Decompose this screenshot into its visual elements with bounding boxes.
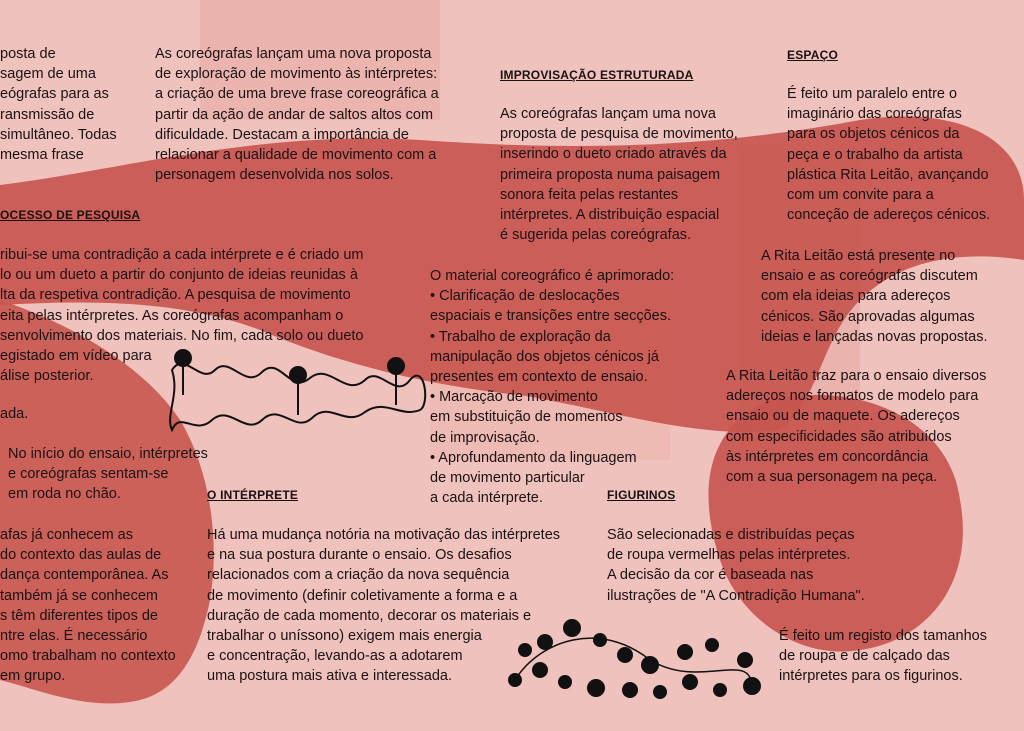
improv-text: As coreógrafas lançam uma nova proposta de pesquisa de movimento, inserindo o dueto criado através da primeira proposta numa paisagem sonora feita pelas restantes intérpretes. A distribuição espacial é sugerida pelas coreógrafas.	[500, 106, 738, 244]
col1-bottom-fragment: afas já conhecem as do contexto das aulas de dança contemporânea. As também já se conhecem s têm diferentes tipos de ntre elas. É necessário omo trabalham no contexto em grupo.	[0, 527, 176, 685]
figurinos-text: São selecionadas e distribuídas peças de roupa vermelhas pelas intérpretes. A decisão da cor é baseada nas ilustrações de "A Contradição Humana".	[607, 527, 865, 604]
material-text: O material coreográfico é aprimorado: • Clarificação de deslocações espaciais e transições entre secções. • Trabalho de exploração da manipulação dos objetos cénicos já presentes em contexto de ensaio. • Marcação de movimento em substituição de momentos de improvisação. • Aprofundamento da linguagem de movimento particular a cada intérprete.	[430, 268, 675, 507]
heading-espaco: ESPAÇO	[787, 48, 838, 62]
processo-text: ribui-se uma contradição a cada intérprete e é criado um lo ou um dueto a partir do conjunto de ideias reunidas à lta da respetiva contradição. A pesquisa de movimento eita pelas intérpretes. As coreógrafas acompanham o senvolvimento dos materiais. No fim, cada solo ou dueto egistado em vídeo para álise posterior.	[0, 247, 364, 385]
espaco-text: É feito um paralelo entre o imaginário das coreógrafas para os objetos cénicos da peça e o trabalho da artista plástica Rita Leitão, avançando com um convite para a conceção de adereços cénicos.	[787, 86, 991, 224]
roda-text: No início do ensaio, intérpretes e coreógrafas sentam-se em roda no chão.	[8, 446, 208, 503]
heading-o-interprete: O INTÉRPRETE	[207, 488, 299, 502]
col2-top-text: As coreógrafas lançam uma nova proposta de exploração de movimento às intérpretes: a criação de uma breve frase coreográfica a partir da ação de andar de saltos altos com dificuldade. Destacam a importância de relacionar a qualidade de movimento com a personagem desenvolvida nos solos.	[155, 46, 439, 184]
rita-text: A Rita Leitão está presente no ensaio e as coreógrafas discutem com ela ideias para adereços cénicos. São aprovadas algumas ideias e lançadas novas propostas.	[761, 248, 988, 345]
col1-top-fragment: posta de sagem de uma eógrafas para as ransmissão de simultâneo. Todas mesma frase	[0, 46, 117, 164]
heading-improvisacao-estruturada: IMPROVISAÇÃO ESTRUTURADA	[500, 68, 694, 82]
registo-text: É feito um registo dos tamanhos de roupa e de calçado das intérpretes para os figurinos.	[779, 628, 987, 685]
heading-processo-de-pesquisa: OCESSO DE PESQUISA	[0, 208, 141, 222]
rita2-text: A Rita Leitão traz para o ensaio diversos adereços nos formatos de modelo para ensaio ou de maquete. Os adereços com especificidades são atribuídos às intérpretes em concordância com a sua personagem na peça.	[726, 368, 987, 486]
interprete-text: Há uma mudança notória na motivação das intérpretes e na sua postura durante o ensaio. Os desafios relacionados com a criação da nova sequência de movimento (definir coletivamente a forma e a duração de cada momento, decorar os materiais e trabalhar o uníssono) exigem mais energia e concentração, levando-as a adotarem uma postura mais ativa e interessada.	[207, 527, 561, 685]
ada-fragment: ada.	[0, 406, 29, 422]
heading-figurinos: FIGURINOS	[607, 488, 676, 502]
